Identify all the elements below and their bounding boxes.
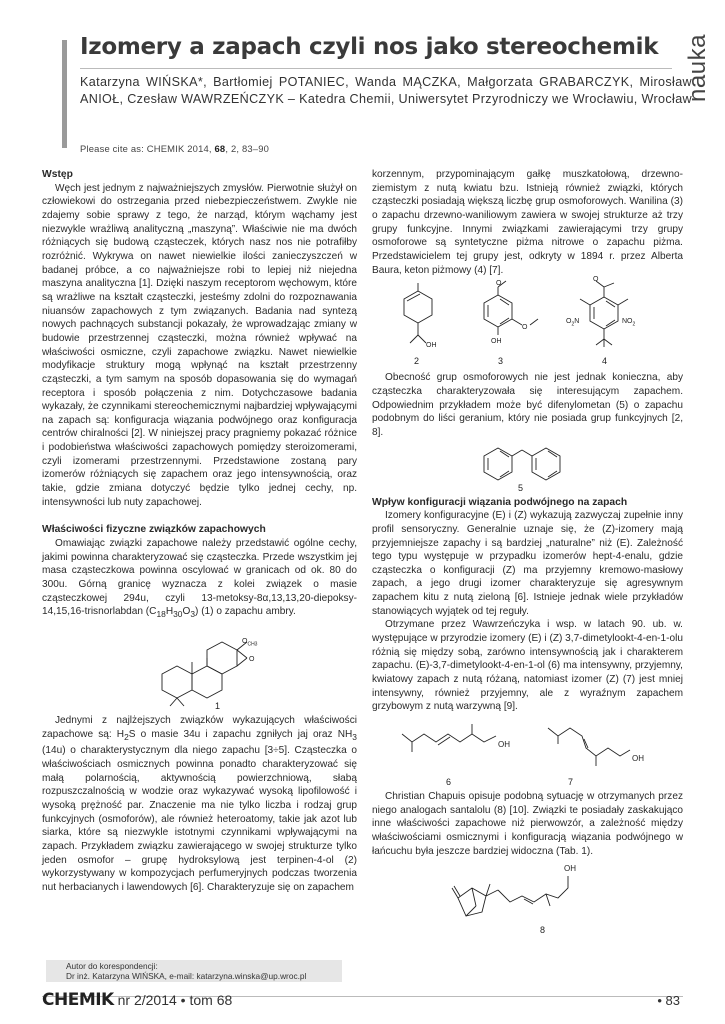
heading-double-bond: Wpływ konfiguracji wiązania podwójnego na zapach — [372, 496, 628, 508]
citation-volume: 68 — [214, 143, 226, 154]
structure-3-label: 3 — [498, 356, 504, 367]
article-title: Izomery a zapach czyli nos jako stereochemik — [80, 34, 659, 60]
correspondence-box — [46, 960, 342, 982]
title-divider — [80, 68, 672, 69]
structure-8-drawing — [372, 858, 683, 938]
structure-7-oh-label: OH — [632, 754, 644, 764]
author-list: Katarzyna WIŃSKA*, Bartłomiej POTANIEC, Wanda MĄCZKA, Małgorzata GRABARCZYK, Mirosław ANIOŁ, Czesław WAWRZEŃCZYK – Katedra Chemii, Uniwersytet Przyrodniczy we Wrocławiu, Wrocław — [80, 75, 692, 106]
structure-1-oxygen-label: O — [249, 656, 255, 664]
paragraph-molecular-mass: Omawiając związki zapachowe należy przedstawić ogólne cechy, jakimi powinna charakteryzować się cząsteczka. Przede wszystkim jej masa cząsteczkowa powinna oscylować w granicach od ok. 80 do 300u. Górną granicę wyznacza z kolei związek o masie cząsteczkowej 294u, czyli 13-metoksy-8α,13,13,20-diepoksy-14,15,16-trisnorlabdan $(C_{18}H_{30}O_3)$ (1) o zapachu ambry. — [42, 538, 357, 620]
structure-5-drawing — [372, 440, 683, 496]
structure-3-methoxy-o-label: O — [522, 324, 528, 332]
journal-issue: nr 2/2014 • tom 68 — [113, 992, 233, 1008]
journal-info — [42, 990, 232, 1010]
paragraph-intro: Węch jest jednym z najważniejszych zmysłów. Pierwotnie służył on człowiekowi do ostrzegania przed niebezpieczeństwem. Zwykle nie zdajemy sobie sprawy z tego, że narząd, którym wąchamy jest niezwykle wrażliwą analityczną „maszyną”. Właściwie nie ma dwóch różniących się budową cząsteczek, których nasz nos nie potrafiłby rozróżnić. Wykrywa on nawet niewielkie ilości zanieczyszczeń w badanej próbce, a co najważniejsze robi to lepiej niż niejedna maszyna analityczna [1]. Dzięki naszym receptorom węchowym, które są wrażliwe na kształt cząsteczki, jesteśmy zdolni do rozpoznawania niuansów zapachowych z tym związanych. Badania nad syntezą nowych pachnących substancji pokazały, że wprowadzając zmiany w budowie przestrzennej cząsteczki, można również wpływać na właściwości osmiczne, czyli zapachowe związku. Nawet niewielkie modyfikacje struktury mogą wpłynąć na kształt przestrzenny cząsteczki, a tym samym na sposób dopasowania się do wymagań receptora i sposób połączenia z nim. Dotychczasowe badania wykazały, że czynnikami stereochemicznymi najbardziej wpływającymi na zapach są: konfiguracja wiązania podwójnego oraz konfiguracja centrów chiralności [2]. W niniejszej pracy pragniemy pokazać różnice i podobieństwa właściwości zapachowych pomiędzy steroizomerami, czyli izomerami przestrzennymi. Przedstawione zostaną pary izomerów różniących się zapachem oraz jego intensywnością, oraz takie, gdzie zmiana dotyczyć będzie tylko jednej cechy, np. intensywności lub nuty zapachowej. — [42, 182, 357, 508]
heading-physical-properties: Właściwości fizyczne związków zapachowych — [42, 524, 266, 536]
structure-6-oh-label: OH — [498, 740, 510, 750]
correspondence-text: Dr inż. Katarzyna WIŃSKA, e-mail: katarzyna.winska@up.wroc.pl — [66, 971, 307, 981]
journal-brand: CHEMIK — [42, 990, 114, 1010]
page-number: • 83 — [657, 993, 680, 1008]
paragraph-osmophores: korzennym, przypominającym gałkę muszkatołową, drzewno-ziemistym z nutą kwiatu bzu. Istnieją również związki, których cząsteczki posiadają większą liczbę grup osmoforowych. Wanilina (3) o zapachu drzewno-waniliowym zawiera w swojej strukturze aż trzy grupy funkcyjne. Innymi związkami zawierającymi trzy grupy osmoforowe są syntetyczne piżma nitrowe o zapachu piżma. Przedstawicielem tej grupy jest, odkryty w 1894 r. przez Alberta Baura, keton piżmowy (4) [7]. — [372, 169, 683, 276]
correspondence-label: Autor do korespondencji: — [66, 961, 158, 971]
structures-6-7 — [372, 714, 683, 790]
structure-1-och3-label: $O_{CH3}$ — [242, 638, 258, 648]
citation-line: Please cite as: CHEMIK 2014, 68, 2, 83–90 — [80, 143, 270, 154]
structure-5 — [372, 440, 683, 496]
structure-2-label: 2 — [414, 356, 420, 367]
paragraph-chapuis: Christian Chapuis opisuje podobną sytuację w otrzymanych przez niego analogach santalolu (8) [10]. Związki te posiadały zaskakująco inne właściwości zapachowe niż pierwowzór, a zależność między właściwościami osmicznymi i konfiguracją wiązania podwójnego w łańcuchu była jeszcze bardziej widoczna (Tab. 1). — [372, 791, 683, 857]
structure-6-label: 6 — [446, 777, 452, 788]
structure-8 — [372, 858, 683, 938]
structures-2-3-4 — [372, 277, 683, 371]
structure-4-no2-label: $NO_2$ — [622, 318, 636, 328]
structure-3-o-label: O — [496, 280, 502, 288]
right-column — [372, 168, 683, 938]
section-tag-label: nauka — [684, 34, 711, 102]
structure-8-oh-label: OH — [564, 864, 576, 874]
structure-8-label: 8 — [540, 925, 546, 936]
structure-5-label: 5 — [518, 482, 524, 493]
left-column — [42, 168, 357, 895]
paragraph-diphenylmethane: Obecność grup osmoforowych nie jest jednak konieczna, aby cząsteczka charakteryzowała się interesującym zapachem. Odpowiednim przykładem może być difenylometan (5) o zapachu podobnym do liści geranium, który nie posiada grup funkcyjnych [2, 8]. — [372, 372, 683, 438]
structure-1-drawing — [42, 622, 357, 714]
heading-intro: Wstęp — [42, 169, 73, 180]
paragraph-wawrzenczyk: Otrzymane przez Wawrzeńczyka i wsp. w latach 90. ub. w. występujące w przyrodzie izomery (E) i (Z) 3,7-dimetylookt-4-en-1-olu różnią się między sobą, zarówno intensywnością jak i charakterem zapachu. (E)-3,7-dimetylookt-4-en-1-ol (6) ma intensywny, przyjemny, kwiatowy zapach z nutą różaną, natomiast izomer (Z) (7) jest mniej intensywny, również przyjemny, ale z wyraźnym zapachem grzybowym z nutą warzywną [9]. — [372, 619, 683, 713]
paragraph-ez-isomers: Izomery konfiguracyjne (E) i (Z) wykazują zazwyczaj zupełnie inny profil sensoryczny. Generalnie uznaje się, że (Z)-izomery mają przyjemniejsze zapachy i są bardziej „naturalne” niż (E). Zależność tego typu występuje w przypadku izomerów hept-4-enalu, gdzie cząsteczka o konfiguracji (Z) ma przyjemny kremowo-masłowy zapach, a jego drugi izomer charakteryzuje się agresywnym zapachem kitu z nutą zieloną [6]. Istnieje jednak wiele przykładów stanowiących wyjątek od tej reguły. — [372, 510, 683, 617]
structure-4-o2n-label: $O_2N$ — [566, 318, 580, 328]
structure-3-oh-label: OH — [491, 338, 502, 346]
structure-7-label: 7 — [568, 777, 574, 788]
title-accent-bar — [62, 40, 67, 148]
structure-1-label: 1 — [215, 701, 221, 712]
structure-4-o-label: O — [593, 276, 599, 284]
structure-4-label: 4 — [602, 356, 608, 367]
structure-2-oh-label: OH — [426, 342, 437, 350]
structure-1 — [42, 622, 357, 714]
paragraph-light-compounds: Jednymi z najlżejszych związków wykazujących właściwości zapachowe są: $H_2S$ o masie 34u i zapachu zgniłych jaj oraz $NH_3$ (14u) o charakterystycznym dla niego zapachu [3÷5]. Cząsteczka o właściwościach osmicznych powinna ponadto charakteryzować się małą polarnością, aktywnością powierzchniową, słabą rozpuszczalnością w wodzie oraz wykazywać wysoką lipofilowość i wysoką prężność par. Znaczenie ma nie tylko liczba i rodzaj grup funkcyjnych (osmoforów), ale również heteroatomy, takie jak azot lub siarka, które są niezwykle istotnymi czynnikami wpływającymi na zapach. Przykładem związku zawierającego w swojej strukturze tylko jeden osmofor – grupę hydroksylową jest terpinen-4-ol (2) wykorzystywany w kompozycjach perfumeryjnych podczas tworzenia nut herbacianych i lawendowych [6]. Charakteryzuje się on zapachem — [42, 715, 357, 893]
